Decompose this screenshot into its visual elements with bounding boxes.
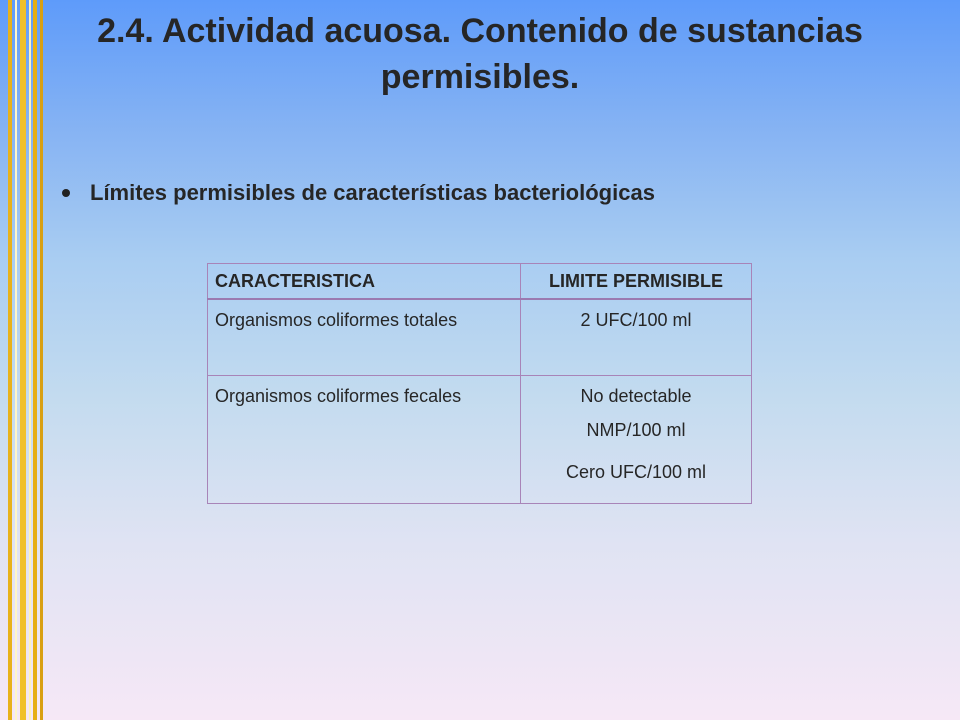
- decorative-side-stripes: [0, 0, 60, 720]
- table-row: [208, 299, 752, 376]
- stripe: [40, 0, 43, 720]
- stripe: [33, 0, 37, 720]
- stripe: [20, 0, 26, 720]
- stripe: [15, 0, 17, 720]
- limit-value: No detectable: [580, 386, 692, 406]
- cell-caracteristica: Organismos coliformes totales: [208, 299, 521, 376]
- stripe: [29, 0, 31, 720]
- cell-limite: [521, 376, 752, 504]
- column-header-caracteristica: CARACTERISTICA: [208, 264, 521, 300]
- limit-value: 2 UFC/100 ml: [580, 310, 692, 330]
- bullet-item: [62, 180, 922, 206]
- bullet-icon: [62, 189, 70, 197]
- slide-title: 2.4. Actividad acuosa. Contenido de sustancias permisibles.: [97, 12, 863, 96]
- table-row: [208, 376, 752, 504]
- bullet-text: Límites permisibles de características bacteriológicas: [90, 180, 655, 205]
- cell-limite: [521, 299, 752, 376]
- column-header-limite: LIMITE PERMISIBLE: [521, 264, 752, 300]
- limit-value: Cero UFC/100 ml: [565, 462, 707, 482]
- cell-caracteristica: Organismos coliformes fecales: [208, 376, 521, 504]
- table-header-row: [208, 264, 752, 300]
- limit-value: NMP/100 ml: [586, 420, 686, 440]
- stripe: [8, 0, 12, 720]
- limits-table: [207, 263, 752, 504]
